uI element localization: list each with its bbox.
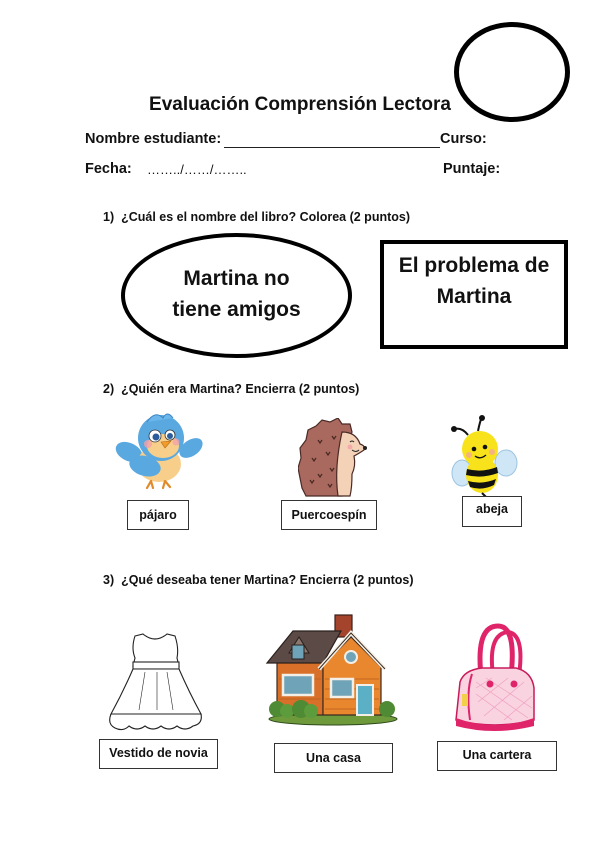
bee-icon[interactable] — [448, 415, 520, 497]
handbag-icon[interactable] — [452, 622, 536, 732]
option-text-line1: El problema de — [398, 254, 550, 277]
question-text: ¿Qué deseaba tener Martina? Encierra (2 puntos) — [121, 573, 414, 587]
dress-icon[interactable] — [105, 632, 207, 732]
page-title: Evaluación Comprensión Lectora — [149, 94, 451, 115]
question-text: ¿Cuál es el nombre del libro? Colorea (2 puntos) — [121, 210, 411, 224]
option-ellipse-martina-no-tiene-amigos[interactable] — [121, 233, 352, 358]
option-text-line1: Martina no — [183, 266, 290, 290]
option-puercoespin[interactable]: Puercoespín — [281, 500, 377, 530]
bird-icon[interactable] — [115, 408, 205, 493]
student-name-field[interactable] — [224, 147, 440, 148]
option-una-cartera[interactable]: Una cartera — [437, 741, 557, 771]
option-text-line2: tiene amigos — [172, 297, 301, 321]
option-pajaro[interactable]: pájaro — [127, 500, 189, 530]
hedgehog-icon[interactable] — [298, 418, 370, 498]
question-number: 2) — [103, 382, 115, 396]
question-2 — [103, 382, 359, 396]
option-vestido-de-novia[interactable]: Vestido de novia — [99, 739, 218, 769]
question-1 — [103, 210, 410, 224]
date-label: Fecha: — [85, 161, 132, 177]
question-number: 3) — [103, 573, 115, 587]
option-rectangle-el-problema-de-martina[interactable] — [380, 240, 568, 349]
question-number: 1) — [103, 210, 115, 224]
date-field[interactable]: ……../……/…….. — [147, 162, 247, 177]
house-icon[interactable] — [263, 613, 403, 728]
score-label: Puntaje: — [443, 161, 501, 177]
option-una-casa[interactable]: Una casa — [274, 743, 393, 773]
student-name-label: Nombre estudiante: — [85, 131, 222, 147]
option-text-line2: Martina — [436, 285, 512, 308]
question-text: ¿Quién era Martina? Encierra (2 puntos) — [121, 382, 360, 396]
course-label: Curso: — [440, 131, 487, 147]
option-abeja[interactable]: abeja — [462, 496, 522, 527]
question-3 — [103, 573, 414, 587]
